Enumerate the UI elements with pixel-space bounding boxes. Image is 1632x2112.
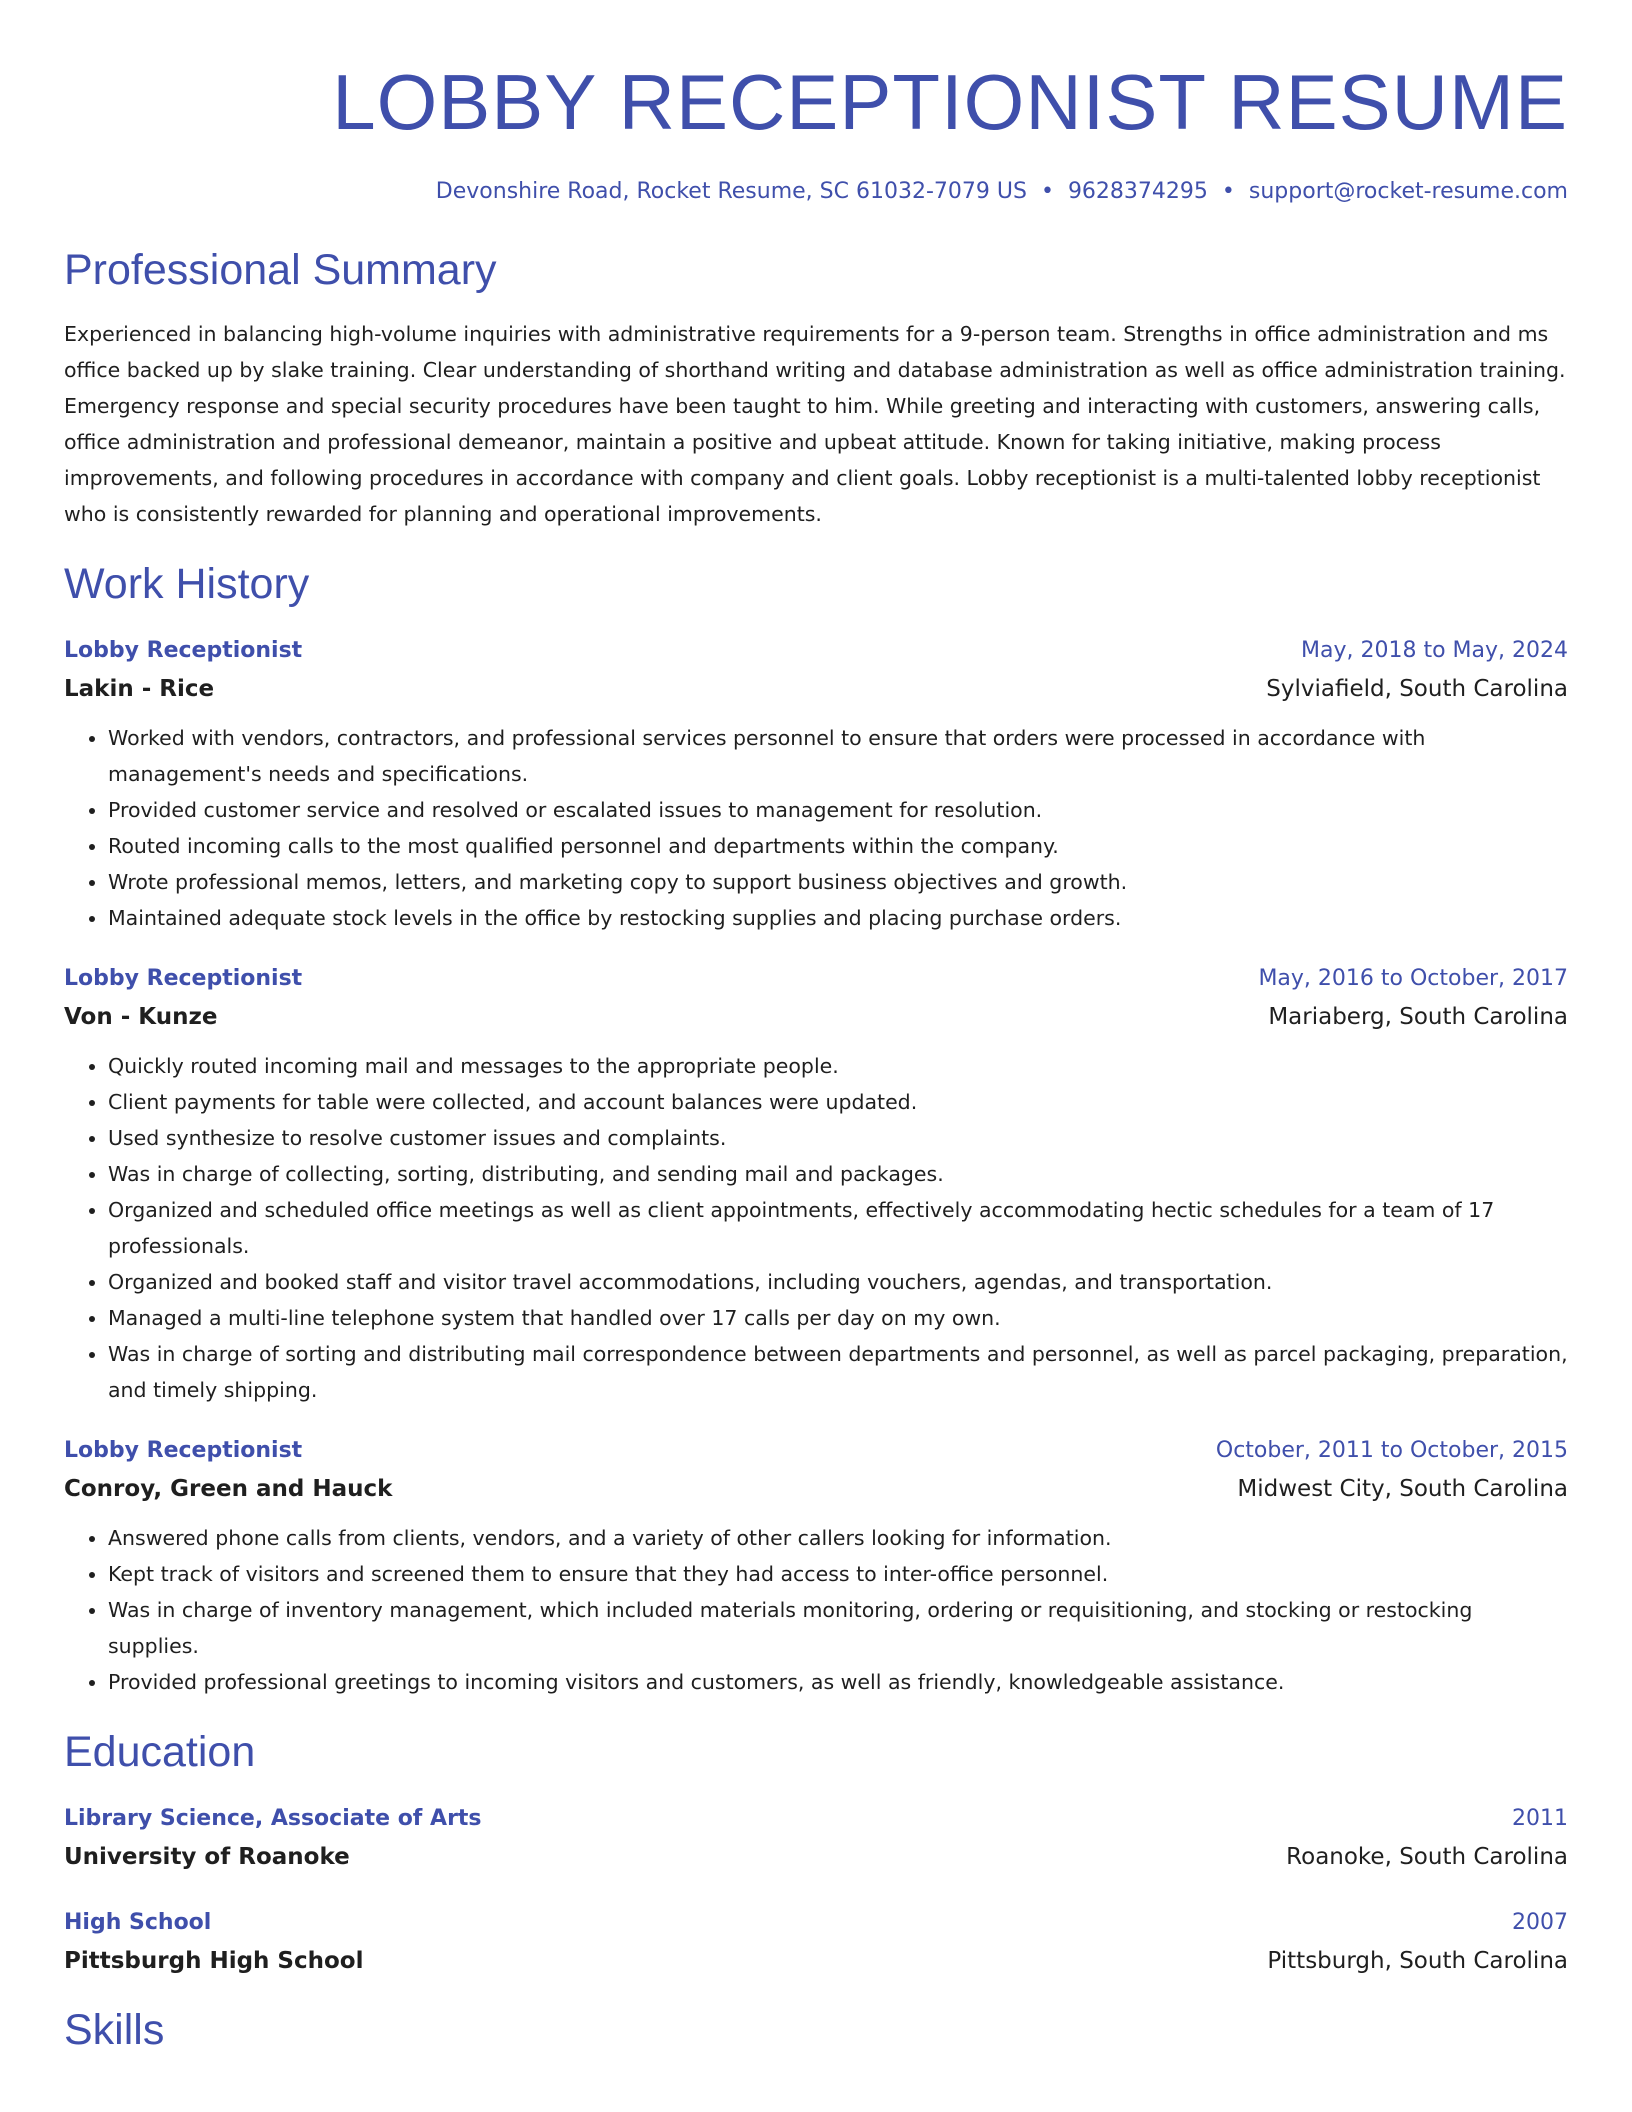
job-duty: • Answered phone calls from clients, vendors, and a variety of other callers looking for information. bbox=[108, 1520, 1568, 1556]
work-history-heading: Work History bbox=[64, 560, 310, 608]
job-duties-list bbox=[64, 720, 1568, 936]
education-degree: High School bbox=[64, 1910, 212, 1935]
job-duty: • Kept track of visitors and screened them to ensure that they had access to inter-office personnel. bbox=[108, 1556, 1568, 1592]
job-duty: • Was in charge of sorting and distributing mail correspondence between departments and personnel, as well as parcel packaging, preparation, and timely shipping. bbox=[108, 1336, 1568, 1408]
job-duty: • Routed incoming calls to the most qualified personnel and departments within the company. bbox=[108, 828, 1568, 864]
job-entry bbox=[64, 1432, 1568, 1700]
contact-line bbox=[64, 176, 1568, 208]
education-school: University of Roanoke bbox=[64, 1844, 350, 1870]
resume-page bbox=[64, 0, 1568, 2058]
job-duty: • Organized and scheduled office meetings as well as client appointments, effectively accommodating hectic schedules for a team of 17 professionals. bbox=[108, 1192, 1568, 1264]
skills-heading: Skills bbox=[64, 2006, 165, 2054]
contact-separator: • bbox=[1221, 179, 1235, 204]
job-duty: • Was in charge of inventory management, which included materials monitoring, ordering or requisitioning, and stocking or restocking supplies. bbox=[108, 1592, 1568, 1664]
job-location: Sylviafield, South Carolina bbox=[1266, 676, 1568, 702]
contact-separator: • bbox=[1040, 179, 1054, 204]
education-entry bbox=[64, 1904, 1568, 1980]
contact-email: support@rocket-resume.com bbox=[1248, 179, 1568, 204]
job-duty: • Client payments for table were collected, and account balances were updated. bbox=[108, 1084, 1568, 1120]
contact-address: Devonshire Road, Rocket Resume, SC 61032-7079 US bbox=[435, 179, 1027, 204]
resume-title: LOBBY RECEPTIONIST RESUME bbox=[332, 58, 1568, 146]
job-dates: October, 2011 to October, 2015 bbox=[1215, 1438, 1568, 1463]
education-year: 2007 bbox=[1512, 1910, 1568, 1935]
job-entry bbox=[64, 960, 1568, 1408]
summary-heading: Professional Summary bbox=[64, 246, 497, 294]
job-location: Mariaberg, South Carolina bbox=[1268, 1004, 1568, 1030]
education-entry bbox=[64, 1800, 1568, 1876]
job-title: Lobby Receptionist bbox=[64, 638, 303, 663]
job-duty: • Worked with vendors, contractors, and professional services personnel to ensure that orders were processed in accordance with management's needs and specifications. bbox=[108, 720, 1568, 792]
job-duty: • Wrote professional memos, letters, and marketing copy to support business objectives and growth. bbox=[108, 864, 1568, 900]
job-company: Von - Kunze bbox=[64, 1004, 218, 1030]
education-degree: Library Science, Associate of Arts bbox=[64, 1806, 482, 1831]
job-company: Conroy, Green and Hauck bbox=[64, 1476, 393, 1502]
education-location: Roanoke, South Carolina bbox=[1286, 1844, 1568, 1870]
job-company: Lakin - Rice bbox=[64, 676, 215, 702]
job-location: Midwest City, South Carolina bbox=[1237, 1476, 1568, 1502]
job-duty: • Quickly routed incoming mail and messages to the appropriate people. bbox=[108, 1048, 1568, 1084]
job-duty: • Organized and booked staff and visitor travel accommodations, including vouchers, agendas, and transportation. bbox=[108, 1264, 1568, 1300]
job-duties-list bbox=[64, 1520, 1568, 1700]
education-heading: Education bbox=[64, 1728, 256, 1776]
job-duty: • Managed a multi-line telephone system that handled over 17 calls per day on my own. bbox=[108, 1300, 1568, 1336]
job-duty: • Maintained adequate stock levels in the office by restocking supplies and placing purchase orders. bbox=[108, 900, 1568, 936]
job-title: Lobby Receptionist bbox=[64, 966, 303, 991]
job-duty: • Provided professional greetings to incoming visitors and customers, as well as friendly, knowledgeable assistance. bbox=[108, 1664, 1568, 1700]
job-duty: • Used synthesize to resolve customer issues and complaints. bbox=[108, 1120, 1568, 1156]
education-location: Pittsburgh, South Carolina bbox=[1267, 1948, 1568, 1974]
education-year: 2011 bbox=[1512, 1806, 1568, 1831]
education-school: Pittsburgh High School bbox=[64, 1948, 364, 1974]
job-dates: May, 2018 to May, 2024 bbox=[1301, 638, 1568, 663]
job-duty: • Provided customer service and resolved or escalated issues to management for resolution. bbox=[108, 792, 1568, 828]
job-entry bbox=[64, 632, 1568, 936]
summary-text: Experienced in balancing high-volume inquiries with administrative requirements for a 9-person team. Strengths in office administration and ms office backed up by slake training. Clear understanding of shorthand writing and database administration as well as office administration training. Emergency response and special security procedures have been taught to him. While greeting and interacting with customers, answering calls, office administration and professional demeanor, maintain a positive and upbeat attitude. Known for taking initiative, making process improvements, and following procedures in accordance with company and client goals. Lobby receptionist is a multi-talented lobby receptionist who is consistently rewarded for planning and operational improvements. bbox=[64, 322, 1566, 526]
contact-phone: 9628374295 bbox=[1067, 179, 1208, 204]
job-duty: • Was in charge of collecting, sorting, distributing, and sending mail and packages. bbox=[108, 1156, 1568, 1192]
job-dates: May, 2016 to October, 2017 bbox=[1258, 966, 1568, 991]
job-duties-list bbox=[64, 1048, 1568, 1408]
job-title: Lobby Receptionist bbox=[64, 1438, 303, 1463]
